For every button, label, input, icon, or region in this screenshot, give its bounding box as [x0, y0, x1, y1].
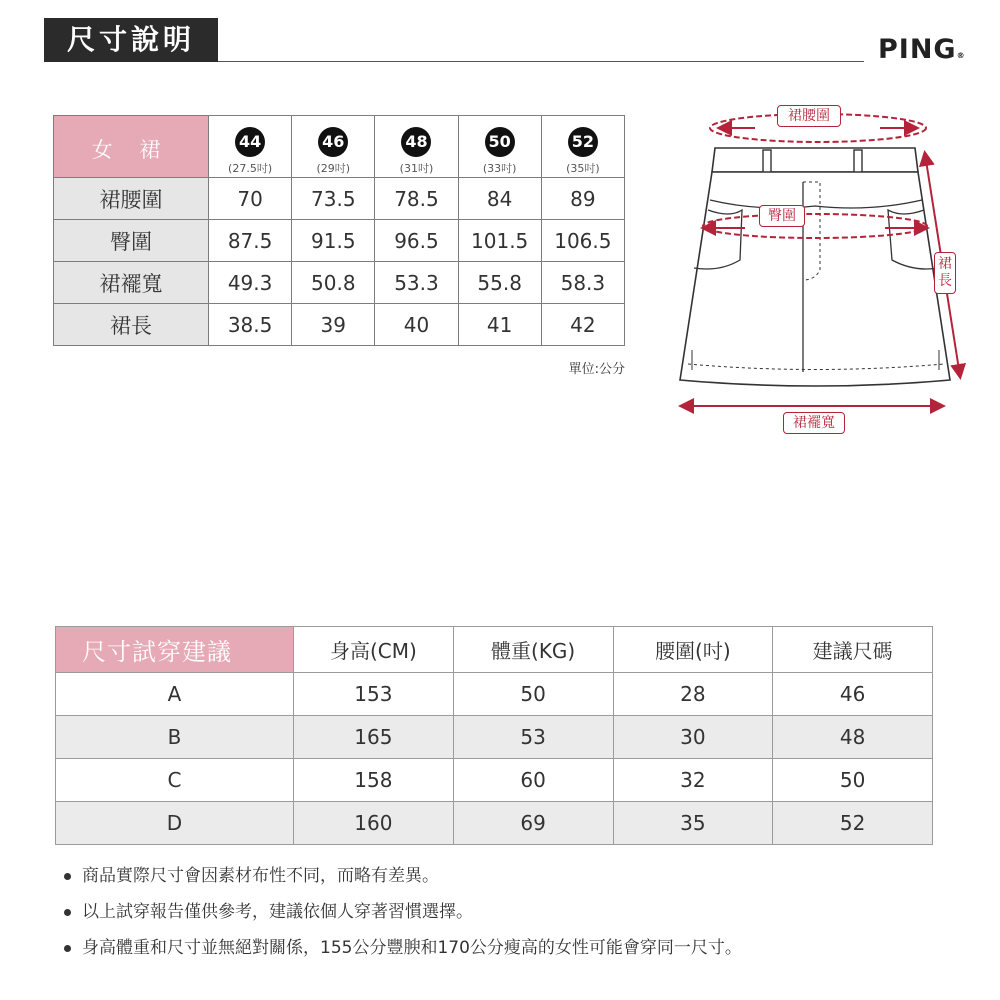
- table-cell: 158: [294, 759, 454, 802]
- table-row: [56, 673, 933, 716]
- table-cell: 69: [453, 802, 613, 845]
- row-label: D: [56, 802, 294, 845]
- length-label: 裙長: [934, 252, 956, 294]
- table-cell: 50: [453, 673, 613, 716]
- table-cell: 53.3: [375, 262, 458, 304]
- fit-suggestion-table: [55, 626, 933, 845]
- table-row: [56, 759, 933, 802]
- size-header-46: [292, 116, 375, 178]
- size-inch: (29吋): [316, 162, 351, 175]
- table-cell: 106.5: [541, 220, 624, 262]
- table-cell: 50.8: [292, 262, 375, 304]
- table-cell: 40: [375, 304, 458, 346]
- table-row: [56, 716, 933, 759]
- size-header-50: [458, 116, 541, 178]
- table-cell: 101.5: [458, 220, 541, 262]
- brand-name: PING: [878, 34, 957, 65]
- table-cell: 55.8: [458, 262, 541, 304]
- fit-table-corner: 尺寸試穿建議: [56, 627, 294, 673]
- table-cell: 42: [541, 304, 624, 346]
- table-row: [54, 178, 625, 220]
- table-cell: 96.5: [375, 220, 458, 262]
- hem-label: 裙襬寬: [783, 412, 845, 434]
- size-header-48: [375, 116, 458, 178]
- skirt-waistband: [712, 148, 918, 172]
- table-cell: 87.5: [209, 220, 292, 262]
- row-label: B: [56, 716, 294, 759]
- row-label: A: [56, 673, 294, 716]
- notes-list: [60, 864, 960, 972]
- table-cell: 28: [613, 673, 773, 716]
- size-chart-corner: 女 裙: [54, 116, 209, 178]
- table-cell: 49.3: [209, 262, 292, 304]
- size-badge: 52: [568, 127, 598, 157]
- table-cell: 73.5: [292, 178, 375, 220]
- table-cell: 58.3: [541, 262, 624, 304]
- table-cell: 50: [773, 759, 933, 802]
- header-divider: [218, 61, 864, 62]
- size-inch: (27.5吋): [228, 162, 273, 175]
- skirt-body: [680, 172, 950, 386]
- table-cell: 41: [458, 304, 541, 346]
- size-chart-table: [53, 115, 625, 346]
- table-cell: 52: [773, 802, 933, 845]
- row-label: C: [56, 759, 294, 802]
- table-cell: 89: [541, 178, 624, 220]
- size-header-52: [541, 116, 624, 178]
- brand-trademark: ®: [956, 51, 966, 60]
- table-row: [54, 262, 625, 304]
- table-cell: 70: [209, 178, 292, 220]
- row-label: 臀圍: [54, 220, 209, 262]
- hip-label: 臀圍: [759, 205, 805, 227]
- skirt-diagram: [660, 100, 980, 440]
- note-item: 商品實際尺寸會因素材布性不同，而略有差異。: [60, 864, 960, 900]
- skirt-illustration: [660, 100, 980, 440]
- table-cell: 38.5: [209, 304, 292, 346]
- page-title: 尺寸說明: [44, 18, 218, 62]
- fit-table-header-row: [56, 627, 933, 673]
- table-row: [54, 304, 625, 346]
- note-item: 身高體重和尺寸並無絕對關係，155公分豐腴和170公分瘦高的女性可能會穿同一尺寸。: [60, 936, 960, 972]
- column-header: 建議尺碼: [773, 627, 933, 673]
- table-cell: 153: [294, 673, 454, 716]
- table-cell: 32: [613, 759, 773, 802]
- size-badge: 48: [401, 127, 431, 157]
- column-header: 腰圍(吋): [613, 627, 773, 673]
- table-cell: 160: [294, 802, 454, 845]
- row-label: 裙襬寬: [54, 262, 209, 304]
- table-cell: 78.5: [375, 178, 458, 220]
- size-badge: 50: [485, 127, 515, 157]
- size-header-44: [209, 116, 292, 178]
- table-row: [56, 802, 933, 845]
- table-cell: 165: [294, 716, 454, 759]
- size-inch: (33吋): [482, 162, 517, 175]
- table-cell: 60: [453, 759, 613, 802]
- size-badge: 46: [318, 127, 348, 157]
- size-chart-header-row: [54, 116, 625, 178]
- unit-note: 單位:公分: [568, 362, 625, 377]
- brand-logo: [878, 34, 970, 66]
- table-cell: 30: [613, 716, 773, 759]
- row-label: 裙長: [54, 304, 209, 346]
- table-cell: 91.5: [292, 220, 375, 262]
- size-inch: (35吋): [566, 162, 600, 175]
- table-cell: 35: [613, 802, 773, 845]
- row-label: 裙腰圍: [54, 178, 209, 220]
- table-cell: 53: [453, 716, 613, 759]
- table-cell: 48: [773, 716, 933, 759]
- table-cell: 84: [458, 178, 541, 220]
- table-row: [54, 220, 625, 262]
- column-header: 體重(KG): [453, 627, 613, 673]
- size-inch: (31吋): [399, 162, 434, 175]
- table-cell: 39: [292, 304, 375, 346]
- note-item: 以上試穿報告僅供參考，建議依個人穿著習慣選擇。: [60, 900, 960, 936]
- table-cell: 46: [773, 673, 933, 716]
- size-badge: 44: [235, 127, 265, 157]
- column-header: 身高(CM): [294, 627, 454, 673]
- waist-label: 裙腰圍: [777, 105, 841, 127]
